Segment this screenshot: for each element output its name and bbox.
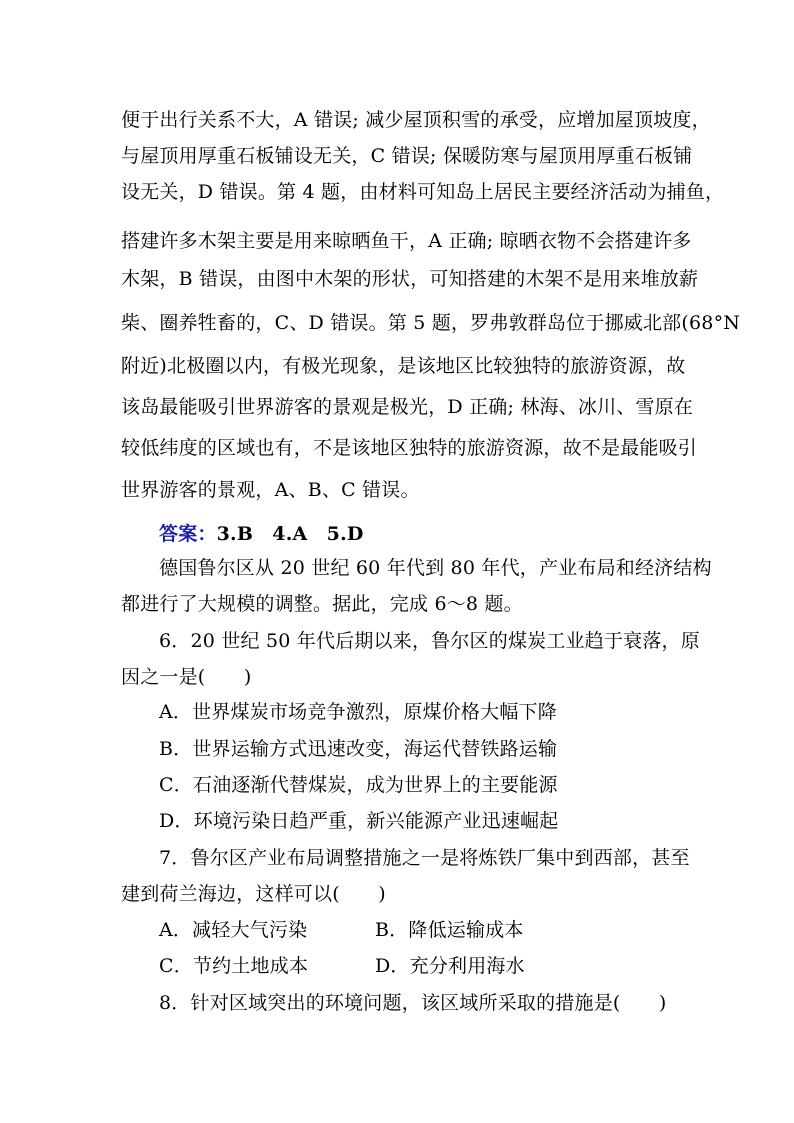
explanation-line: 较低纬度的区域也有，不是该地区独特的旅游资源，故不是最能吸引 — [121, 437, 698, 459]
answer-label: 答案： — [159, 523, 217, 545]
intro-line: 都进行了大规模的调整。据此，完成 6～8 题。 — [121, 593, 523, 615]
explanation-line: 该岛最能吸引世界游客的景观是极光，D 正确; 林海、冰川、雪原在 — [121, 396, 694, 418]
question-7-stem: 7．鲁尔区产业布局调整措施之一是将炼铁厂集中到西部，甚至 — [159, 847, 690, 869]
question-7-option-a: A．减轻大气污染 — [159, 919, 308, 941]
answer-value: 3.B 4.A 5.D — [216, 523, 364, 545]
explanation-line: 附近)北极圈以内，有极光现象，是该地区比较独特的旅游资源，故 — [121, 355, 686, 377]
question-7-options-row-1 — [0, 912, 794, 948]
explanation-line: 搭建许多木架主要是用来晾晒鱼干，A 正确; 晾晒衣物不会搭建许多 — [121, 230, 692, 252]
explanation-line: 便于出行关系不大，A 错误; 减少屋顶积雪的承受，应增加屋顶坡度， — [121, 109, 711, 131]
explanation-line: 与屋顶用厚重石板铺设无关，C 错误; 保暖防寒与屋顶用厚重石板铺 — [121, 145, 693, 167]
question-7-option-d: D．充分利用海水 — [375, 955, 525, 977]
question-7-option-c: C．节约土地成本 — [159, 955, 309, 977]
question-6-option-a: A．世界煤炭市场竞争激烈，原煤价格大幅下降 — [159, 701, 557, 723]
question-7-options-row-2 — [0, 948, 794, 984]
question-6-option-b: B．世界运输方式迅速改变，海运代替铁路运输 — [159, 738, 558, 760]
question-7-stem: 建到荷兰海边，这样可以( ) — [121, 883, 386, 905]
question-8-stem: 8．针对区域突出的环境问题，该区域所采取的措施是( ) — [159, 992, 667, 1014]
question-6-option-c: C．石油逐渐代替煤炭，成为世界上的主要能源 — [159, 774, 558, 796]
explanation-line: 世界游客的景观，A、B、C 错误。 — [121, 479, 420, 501]
question-7-option-b: B．降低运输成本 — [375, 919, 524, 941]
question-6-stem: 6．20 世纪 50 年代后期以来，鲁尔区的煤炭工业趋于衰落，原 — [159, 630, 700, 652]
explanation-line: 木架，B 错误，由图中木架的形状，可知搭建的木架不是用来堆放薪 — [121, 268, 699, 290]
explanation-line: 设无关，D 错误。第 4 题，由材料可知岛上居民主要经济活动为捕鱼， — [121, 181, 725, 203]
intro-line: 德国鲁尔区从 20 世纪 60 年代到 80 年代，产业布局和经济结构 — [159, 557, 712, 579]
explanation-line: 柴、圈养牲畜的，C、D 错误。第 5 题，罗弗敦群岛位于挪威北部(68°N — [121, 312, 741, 334]
question-6-option-d: D．环境污染日趋严重，新兴能源产业迅速崛起 — [159, 810, 559, 832]
question-6-stem: 因之一是( ) — [121, 666, 252, 688]
answer-line — [0, 516, 794, 552]
